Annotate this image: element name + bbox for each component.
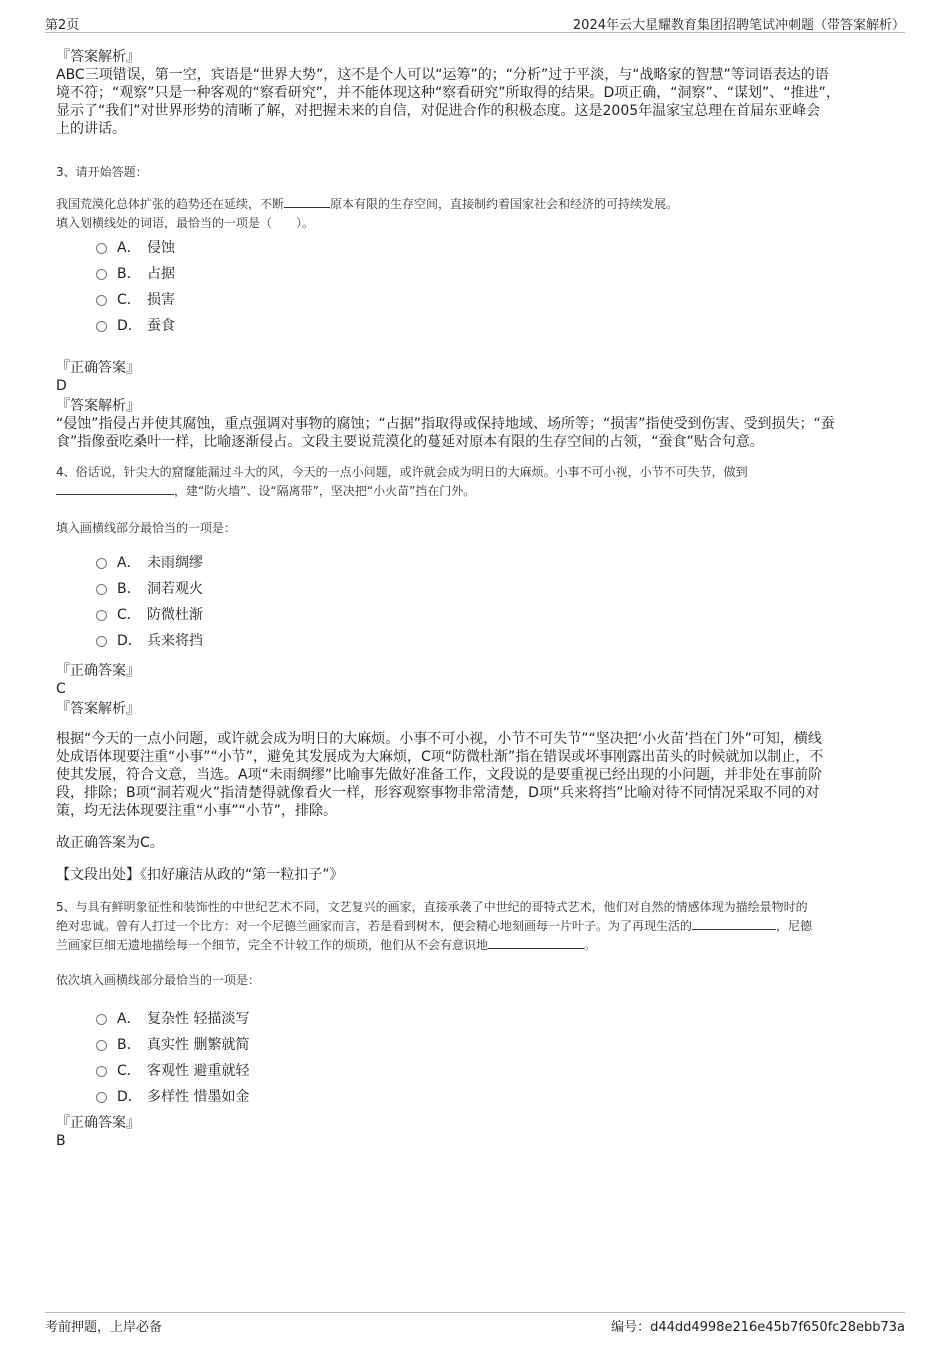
option-letter: B． — [117, 581, 141, 597]
q4-stem-line: 4、俗话说，针尖大的窟窿能漏过斗大的风，今天的一点小问题，或许就会成为明日的大麻烦。小事不可小视，小节不可失节，做到 — [56, 465, 748, 479]
option-letter: C． — [117, 607, 141, 623]
q4-correct-answer: C — [56, 681, 66, 697]
q5-stem-line — [56, 917, 896, 936]
q5-instruction: 依次填入画横线部分最恰当的一项是： — [56, 973, 261, 987]
q4-analysis-line: 使其发展，符合文意，当选。A项“未雨绸缪”比喻事先做好准备工作，文段说的是要重视已经出现的小问题，并非处在事前阶 — [56, 767, 823, 783]
option-text: 客观性 避重就轻 — [147, 1063, 250, 1079]
q3-option-c[interactable] — [96, 287, 896, 313]
q3-analysis-line: “侵蚀”指侵占并使其腐蚀，重点强调对事物的腐蚀；“占据”指取得或保持地域、场所等；“损害”指使受到伤害、受到损失；“蚕 — [56, 416, 835, 432]
answer-blank — [56, 482, 174, 495]
footer-slogan: 考前押题，上岸必备 — [45, 1320, 163, 1335]
option-letter: C． — [117, 292, 141, 308]
page-footer — [45, 1312, 905, 1335]
q3-instruction: 填入划横线处的词语，最恰当的一项是（ ）。 — [56, 216, 315, 230]
q4-stem-part: ，建“防火墙”、设“隔离带”，坚决把“小火苗”挡在门外。 — [174, 484, 476, 498]
option-text: 真实性 删繁就简 — [147, 1037, 250, 1053]
page-header — [45, 14, 905, 33]
q5-stem-part: 。 — [584, 938, 597, 952]
q3-options — [56, 235, 896, 339]
option-letter: B． — [117, 1037, 141, 1053]
q5-option-a[interactable] — [96, 1006, 896, 1032]
option-text: 蚕食 — [147, 318, 175, 334]
q3-analysis-line: 食”指像蚕吃桑叶一样，比喻逐渐侵占。文段主要说荒漠化的蔓延对原本有限的生存空间的占领，“蚕食”贴合句意。 — [56, 434, 764, 450]
q5-stem-part: 兰画家巨细无遗地描绘每一个细节，完全不计较工作的烦琐，他们从不会有意识地 — [56, 938, 489, 952]
q5-stem-line — [56, 936, 896, 955]
q5-option-d[interactable] — [96, 1084, 896, 1110]
q3-stem-part: 我国荒漠化总体扩张的趋势还在延续，不断 — [56, 197, 285, 211]
radio-icon[interactable] — [96, 558, 107, 569]
radio-icon[interactable] — [96, 321, 107, 332]
q4-analysis-line: 处成语体现要注重“小事”“小节”，避免其发展成为大麻烦，C项“防微杜渐”指在错误或坏事刚露出苗头的时候就加以制止，不 — [56, 749, 824, 765]
q2-analysis-line: ABC三项错误，第一空，宾语是“世界大势”，这不是个人可以“运筹”的；“分析”过于平淡，与“战略家的智慧”等词语表达的语 — [56, 67, 829, 83]
q5-option-c[interactable] — [96, 1058, 896, 1084]
q4-analysis-line: 策，均无法体现要注重“小事”“小节”，排除。 — [56, 803, 338, 819]
q2-analysis-line: 上的讲话。 — [56, 121, 126, 137]
radio-icon[interactable] — [96, 1014, 107, 1025]
q4-option-b[interactable] — [96, 576, 896, 602]
radio-icon[interactable] — [96, 1092, 107, 1103]
q4-option-a[interactable] — [96, 550, 896, 576]
main-content — [56, 48, 896, 1150]
radio-icon[interactable] — [96, 1066, 107, 1077]
q4-options — [56, 550, 896, 654]
option-text: 损害 — [147, 292, 175, 308]
option-text: 占据 — [147, 266, 175, 282]
answer-blank — [692, 917, 776, 930]
q2-analysis-line: 显示了“我们”对世界形势的清晰了解，对把握未来的自信，对促进合作的积极态度。这是2005年温家宝总理在首届东亚峰会 — [56, 103, 821, 119]
q4-conclusion: 故正确答案为C。 — [56, 835, 164, 851]
q4-analysis — [56, 730, 896, 820]
option-letter: D． — [117, 633, 142, 649]
q4-instruction: 填入画横线部分最恰当的一项是： — [56, 521, 237, 535]
q4-source: 【文段出处】《扣好廉洁从政的“第一粒扣子”》 — [56, 867, 344, 883]
q4-correct-label: 『正确答案』 — [56, 663, 140, 679]
option-text: 兵来将挡 — [147, 633, 203, 649]
answer-blank — [284, 195, 330, 208]
option-letter: C． — [117, 1063, 141, 1079]
q2-analysis-line: 境不符；“观察”只是一种客观的“察看研究”，并不能体现这种“察看研究”所取得的结果。D项正确，“洞察”、“谋划”、“推进”， — [56, 85, 840, 101]
q3-option-d[interactable] — [96, 313, 896, 339]
option-text: 未雨绸缪 — [147, 555, 203, 571]
radio-icon[interactable] — [96, 269, 107, 280]
q3-stem-part: 原本有限的生存空间，直接制约着国家社会和经济的可持续发展。 — [330, 197, 679, 211]
option-letter: A． — [117, 555, 141, 571]
q3-option-a[interactable] — [96, 235, 896, 261]
radio-icon[interactable] — [96, 295, 107, 306]
q3-analysis-label: 『答案解析』 — [56, 398, 140, 414]
radio-icon[interactable] — [96, 610, 107, 621]
q3-correct-label: 『正确答案』 — [56, 360, 140, 376]
q5-correct-label: 『正确答案』 — [56, 1115, 140, 1131]
q5-stem-part: ，尼德 — [776, 919, 813, 933]
q3-number: 3、请开始答题： — [56, 165, 148, 179]
option-letter: A． — [117, 1011, 141, 1027]
radio-icon[interactable] — [96, 584, 107, 595]
q4-analysis-line: 根据“今天的一点小问题，或许就会成为明日的大麻烦。小事不可小视，小节不可失节”“坚决把‘小火苗’挡在门外”可知，横线 — [56, 731, 822, 747]
q4-option-d[interactable] — [96, 628, 896, 654]
document-id: 编号：d44dd4998e216e45b7f650fc28ebb73a — [611, 1320, 905, 1335]
radio-icon[interactable] — [96, 1040, 107, 1051]
option-letter: D． — [117, 1089, 142, 1105]
q5-correct-answer: B — [56, 1133, 66, 1149]
answer-blank — [488, 936, 584, 949]
q5-stem-part: 绝对忠诚。曾有人打过一个比方：对一个尼德兰画家而言，若是看到树木，便会精心地刻画每一片叶子。为了再现生活的 — [56, 919, 693, 933]
option-letter: D． — [117, 318, 142, 334]
q4-analysis-line: 段，排除；B项“洞若观火”指清楚得就像看火一样，形容观察事物非常清楚，D项“兵来将挡”比喻对待不同情况采取不同的对 — [56, 785, 820, 801]
q5-options — [56, 1006, 896, 1110]
option-text: 多样性 惜墨如金 — [147, 1089, 250, 1105]
q3-correct-answer: D — [56, 378, 67, 394]
option-text: 复杂性 轻描淡写 — [147, 1011, 250, 1027]
document-title: 2024年云大星耀教育集团招聘笔试冲刺题（带答案解析） — [572, 18, 905, 33]
option-text: 防微杜渐 — [147, 607, 203, 623]
q4-analysis-label: 『答案解析』 — [56, 701, 140, 717]
q5-option-b[interactable] — [96, 1032, 896, 1058]
q4-option-c[interactable] — [96, 602, 896, 628]
q5-stem-line: 5、与具有鲜明象征性和装饰性的中世纪艺术不同，文艺复兴的画家，直接承袭了中世纪的哥特式艺术，他们对自然的情感体现为描绘景物时的 — [56, 900, 808, 914]
option-text: 侵蚀 — [147, 240, 175, 256]
page-number: 第2页 — [45, 18, 80, 33]
q3-option-b[interactable] — [96, 261, 896, 287]
q4-stem-line — [56, 482, 896, 501]
q2-analysis-label: 『答案解析』 — [56, 49, 140, 65]
radio-icon[interactable] — [96, 636, 107, 647]
radio-icon[interactable] — [96, 243, 107, 254]
q3-stem — [56, 195, 896, 214]
option-letter: B． — [117, 266, 141, 282]
option-text: 洞若观火 — [147, 581, 203, 597]
option-letter: A． — [117, 240, 141, 256]
